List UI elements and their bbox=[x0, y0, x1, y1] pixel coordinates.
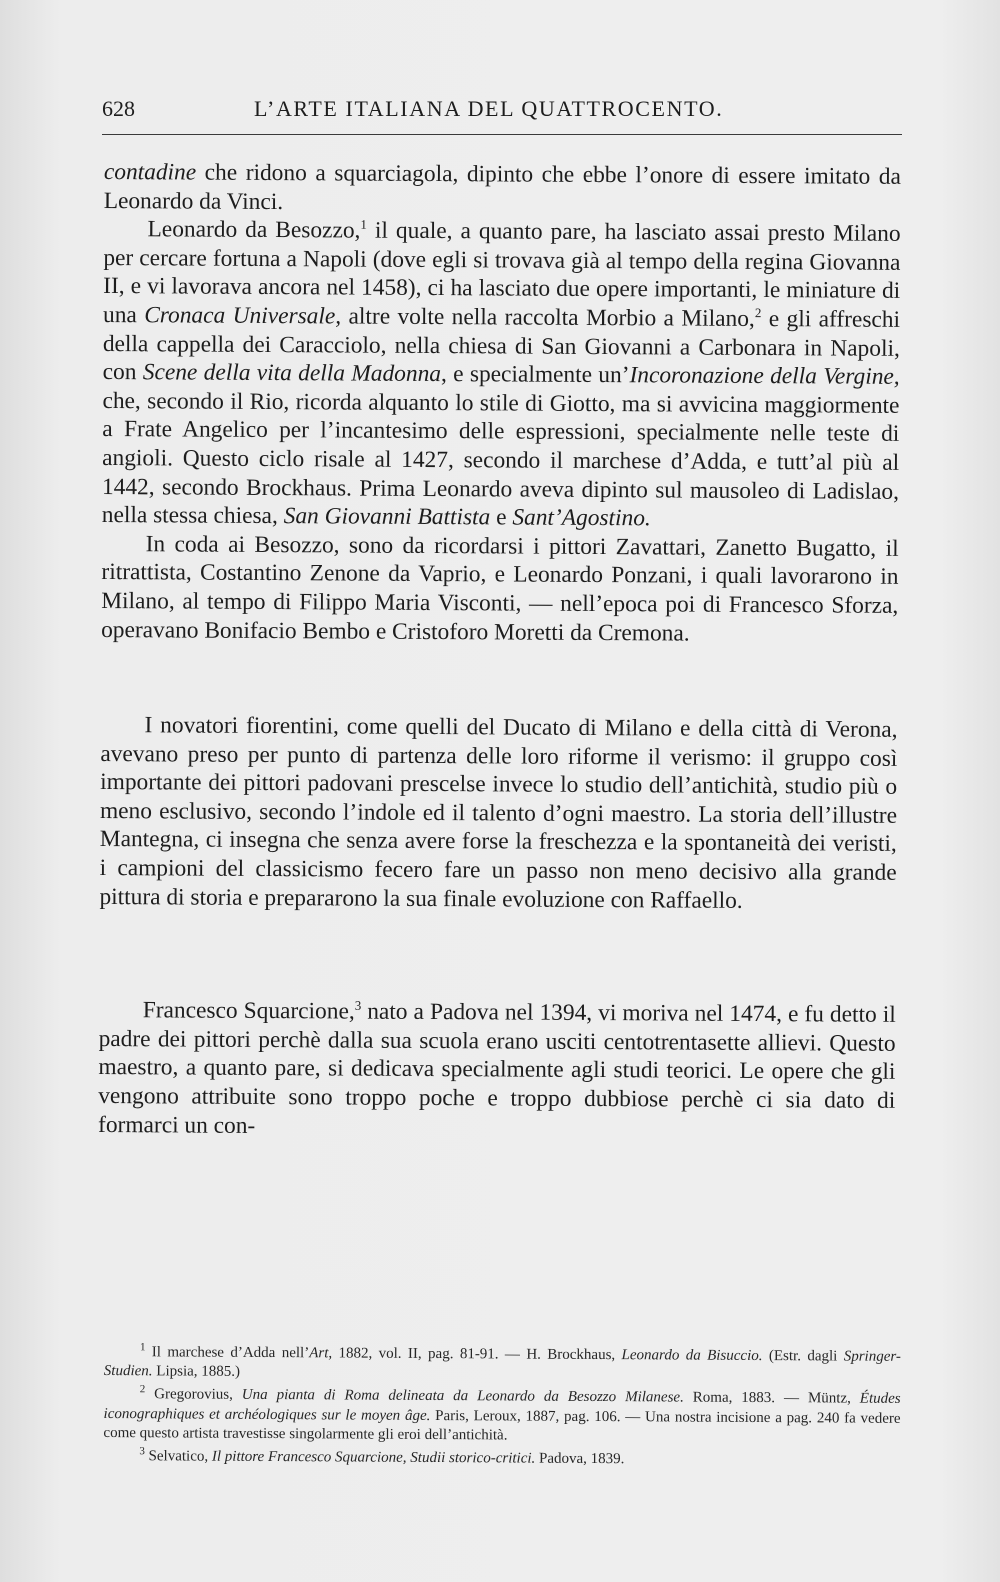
italic-title: Sant’Agostino. bbox=[512, 504, 651, 532]
section-gap bbox=[101, 644, 898, 716]
paragraph-1: contadine che ridono a squarciagola, dipinto che ebbe l’onore di essere imitato da Leonardo da Vinci. bbox=[103, 158, 901, 215]
running-title: L’ARTE ITALIANA DEL QUATTROCENTO. bbox=[254, 96, 724, 121]
footnote-ref-2[interactable]: 2 bbox=[754, 305, 762, 321]
footnotes bbox=[103, 1343, 901, 1475]
footnote-ref-1[interactable]: 1 bbox=[360, 216, 368, 232]
paragraph-5: Francesco Squarcione,$^3$ nato a Padova nel 1394, vi moriva nel 1474, e fu detto il padre dei pittori perchè dalla sua scuola erano usciti centotrentasette allievi. Questo maestro, a quanto pare, si dedicava specialmente agli studi teorici. Le opere che gli vengono attribuite sono troppo poche e troppo dubbiose perchè ci sia dato di formarci un con- bbox=[98, 997, 896, 1139]
paragraph-3: In coda ai Besozzo, sono da ricordarsi i pittori Zavattari, Zanetto Bugatto, il ritrattista, Costantino Zenone da Vaprio, e Leonardo Ponzani, i quali lavorarono in Milano, al tempo di Filippo Maria Visconti, — nell’epoca poi di Francesco Sforza, operavano Bonifacio Bembo e Cristoforo Moretti da Cremona. bbox=[101, 530, 899, 647]
italic-term: contadine bbox=[103, 158, 197, 186]
italic-title: Incoronazione della Vergine, bbox=[629, 362, 900, 391]
page-header bbox=[102, 96, 902, 136]
italic-title: San Giovanni Battista bbox=[283, 503, 491, 531]
main-text bbox=[98, 158, 901, 1144]
italic-title: Scene della vita della Madonna bbox=[142, 359, 442, 388]
footnote-3: $^3$ Selvatico, Il pittore Francesco Squarcione, Studii storico-critici. Padova, 1839. bbox=[139, 1445, 625, 1468]
paragraph-2: Leonardo da Besozzo,$^1$ il quale, a quanto pare, ha lasciato assai presto Milano per cercare fortuna a Napoli (dove egli si trovava già al tempo della regina Giovanna II, e vi lavorava ancora nel 1458), ci ha lasciato due opere importanti, le miniature di una Cronaca Universale, altre volte nella raccolta Morbio a Milano,$^2$ e gli affreschi della cappella dei Caracciolo, nella chiesa di San Giovanni a Carbonara in Napoli, con Scene della vita della Madonna, e specialmente un’Incoronazione della Vergine, che, secondo il Rio, ricorda alquanto lo stile di Giotto, ma si avvicina maggiormente a Frate Angelico per l’incantesimo delle espressioni, specialmente nelle teste di angioli. Questo ciclo risale al 1427, secondo il marchese d’Adda, e tutt’al più al 1442, secondo Brockhaus. Prima Leonardo aveva dipinto sul mausoleo di Ladislao, nella stessa chiesa, San Giovanni Battista e Sant’Agostino. bbox=[101, 216, 901, 532]
footnote-2: $^2$ Gregorovius, Una pianta di Roma delineata da Leonardo da Besozzo Milanese. Roma, 1883. — Müntz, Études iconographiques et archéologiques sur le moyen âge. Paris, Leroux, 1887, pag. 106. — Una nostra incisione a pag. 240 fa vedere come questo artista travestisse singolarmente gli eroi dell’antichità. bbox=[103, 1383, 901, 1444]
footnote-ref-3[interactable]: 3 bbox=[354, 998, 362, 1014]
page-number: 628 bbox=[102, 96, 135, 121]
italic-title: Cronaca Universale, bbox=[144, 302, 342, 330]
footnote-1: $^1$ Il marchese d’Adda nell’Art, 1882, vol. II, pag. 81-91. — H. Brockhaus, Leonardo da Bisuccio. (Estr. dagli Springer-Studien. Lipsia, 1885.) bbox=[103, 1341, 901, 1381]
header-rule bbox=[102, 134, 902, 135]
section-gap bbox=[99, 911, 897, 1001]
paragraph-4: I novatori fiorentini, come quelli del Ducato di Milano e della città di Verona, avevano preso per punto di partenza delle loro riforme il verismo: il gruppo così importante dei pittori padovani prescelse invece lo studio dell’antichità, studio più o meno esclusivo, secondo l’indole ed il talento d’ogni maestro. La storia dell’illustre Mantegna, ci insegna che senza avere forse la freschezza e la spontaneità dei veristi, i campioni del classicismo fecero fare un passo non meno decisivo alla grande pittura di storia e prepararono la sua finale evoluzione con Raffaello. bbox=[99, 712, 898, 914]
